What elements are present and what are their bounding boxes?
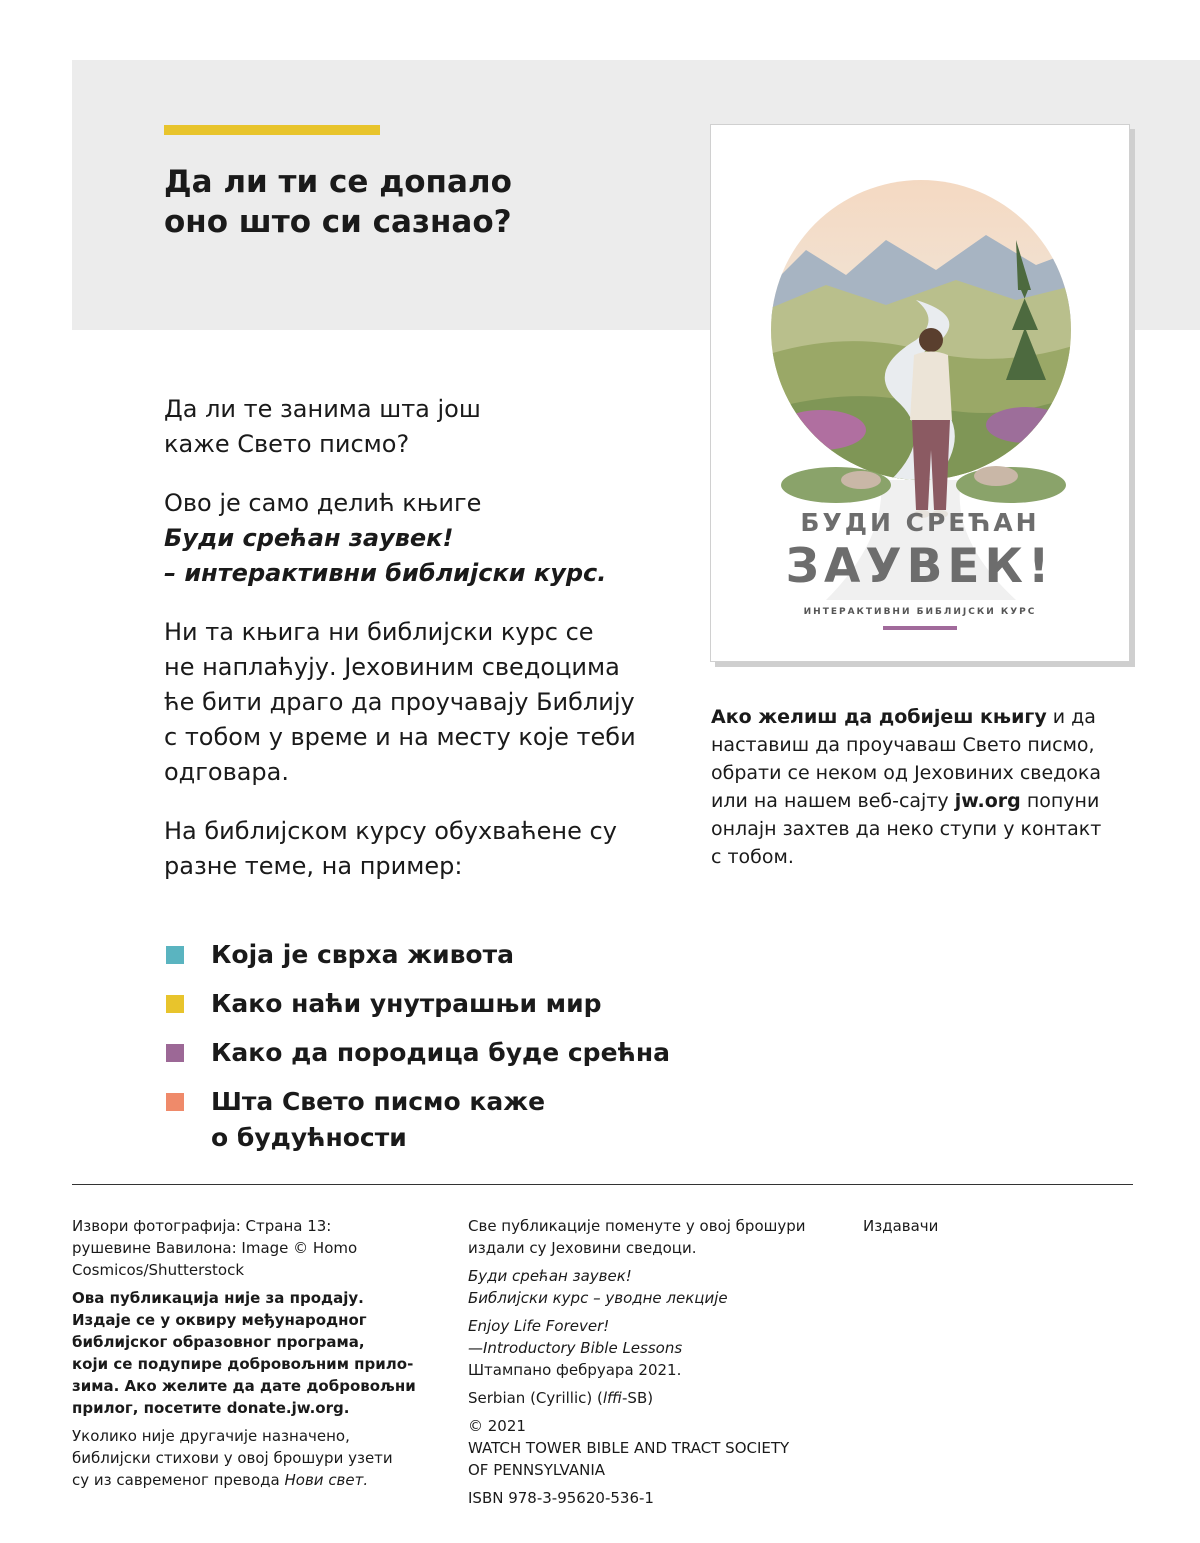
topics-list xyxy=(164,937,684,1169)
square-bullet-icon xyxy=(166,946,184,964)
list-item: Шта Свето писмо каже о будућности xyxy=(164,1084,684,1156)
book-paragraph: Ово је само делић књиге Буди срећан заувек! – интерактивни библијски курс. xyxy=(164,486,664,591)
footer-divider xyxy=(72,1184,1133,1185)
list-item: Како да породица буде срећна xyxy=(164,1035,684,1071)
title-serbian: Буди срећан заувек! Библијски курс – уводне лекције xyxy=(468,1267,728,1307)
square-bullet-icon xyxy=(166,995,184,1013)
publishers-label: Издавачи xyxy=(863,1217,939,1235)
free-paragraph: Ни та књига ни библијски курс се не наплаћују. Јеховиним сведоцима ће бити драго да проучавају Библију с тобом у време и на месту које теби одговара. xyxy=(164,618,636,786)
cover-title-main: ЗАУВЕК! xyxy=(785,539,1055,594)
language-code: Serbian (Cyrillic) (lffi-SB) xyxy=(468,1389,654,1407)
square-bullet-icon xyxy=(166,1044,184,1062)
page-title: Да ли ти се допало оно што си сазнао? xyxy=(164,164,512,240)
intro-paragraph: Да ли те занима шта још каже Свето писмо? xyxy=(164,395,481,458)
book-cover xyxy=(710,124,1130,662)
offer-text: Ако желиш да добијеш књигу и да наставиш да проучаваш Свето писмо, обрати се неком од Јеховиних сведока или на нашем веб-сајту jw.org попуни онлајн захтев да неко ступи у контакт с тобом. xyxy=(711,706,1102,868)
book-subtitle: – интерактивни библијски курс. xyxy=(164,559,607,587)
photo-credits: Извори фотографија: Страна 13: рушевине Вавилона: Image © Homo Cosmicos/Shutterstock xyxy=(72,1217,358,1279)
square-bullet-icon xyxy=(166,1093,184,1111)
list-item: Како наћи унутрашњи мир xyxy=(164,986,684,1022)
cover-subtitle: ИНТЕРАКТИВНИ БИБЛИЈСКИ КУРС xyxy=(803,607,1037,617)
footer-column-3 xyxy=(863,1215,1123,1237)
publisher-note: Све публикације поменуте у овој брошури издали су Јеховини сведоци. xyxy=(468,1217,806,1257)
title-english: Enjoy Life Forever! —Introductory Bible Lessons Штампано фебруара 2021. xyxy=(468,1317,683,1379)
accent-rule xyxy=(164,125,380,135)
book-title: Буди срећан заувек! xyxy=(164,524,454,552)
website-link[interactable]: jw.org xyxy=(954,790,1021,812)
cover-title-top: БУДИ СРЕЋАН xyxy=(800,508,1040,537)
not-for-sale-notice: Ова публикација није за продају. Издаје се у оквиру међународног библијског образовног програма, који се подупире добровољним прило- зима. Ако желите да дате добровољни прилог, посетите donate.jw.org. xyxy=(72,1289,416,1417)
topics-intro-paragraph: На библијском курсу обухваћене су разне теме, на пример: xyxy=(164,817,617,880)
copyright: © 2021 WATCH TOWER BIBLE AND TRACT SOCIETY OF PENNSYLVANIA xyxy=(468,1417,790,1479)
isbn: ISBN 978-3-95620-536-1 xyxy=(468,1489,654,1507)
body-text xyxy=(164,392,664,908)
cover-accent-bar xyxy=(883,626,957,630)
scripture-note: Уколико није другачије назначено, библијски стихови у овој брошури узети су из савременог превода Нови свет. xyxy=(72,1427,393,1489)
list-item: Која је сврха живота xyxy=(164,937,684,973)
footer-column-1 xyxy=(72,1215,432,1497)
footer-column-2 xyxy=(468,1215,828,1515)
